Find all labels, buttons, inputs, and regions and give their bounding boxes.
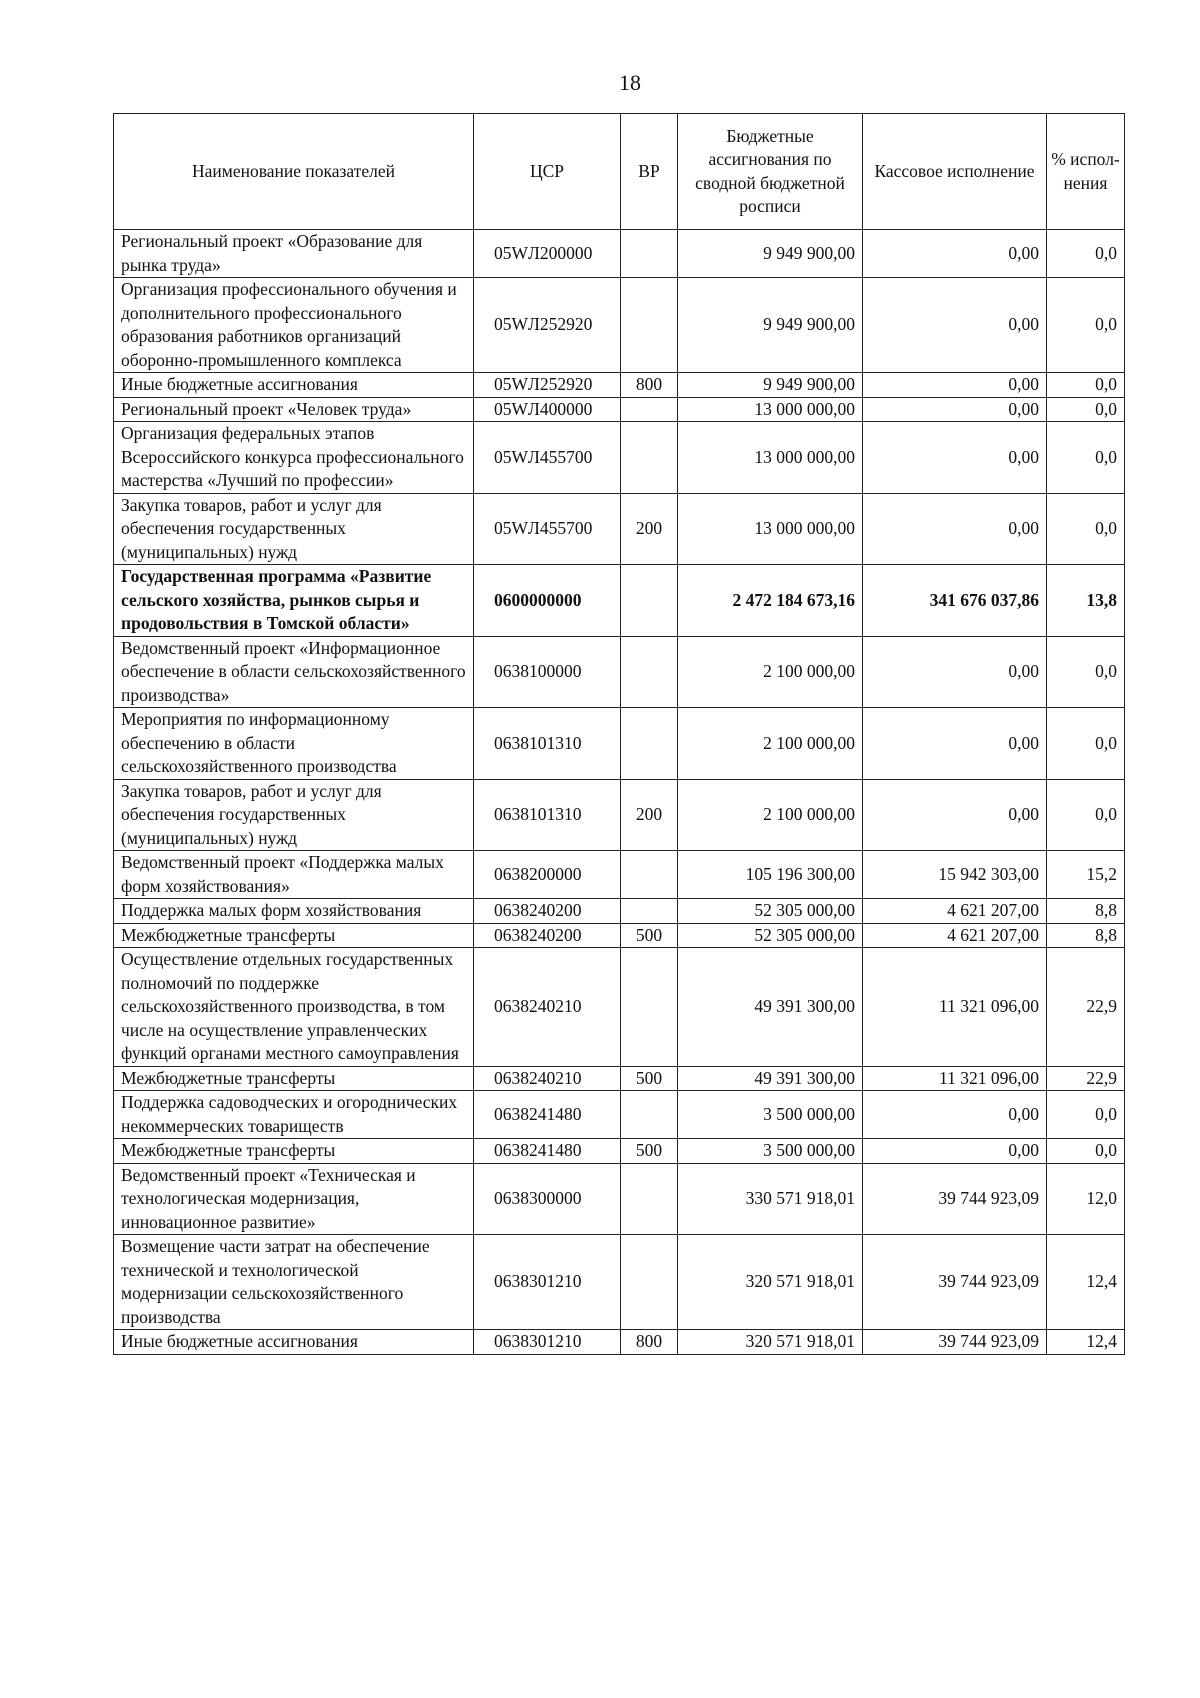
row-percent-cell: 12,4 [1047, 1330, 1125, 1355]
row-budget-cell: 320 571 918,01 [678, 1235, 863, 1330]
row-vr-cell [621, 565, 678, 637]
row-csr-cell: 0638241480 [474, 1091, 621, 1139]
row-budget-cell: 2 100 000,00 [678, 636, 863, 708]
table-row [114, 899, 1125, 924]
row-name-cell: Иные бюджетные ассигнования [114, 373, 474, 398]
row-cash-cell: 0,00 [863, 493, 1047, 565]
row-csr-cell: 0638240200 [474, 899, 621, 924]
table-row [114, 636, 1125, 708]
table-row [114, 1139, 1125, 1164]
row-csr-cell: 05WЛ252920 [474, 278, 621, 373]
row-cash-cell: 0,00 [863, 397, 1047, 422]
table-row [114, 1066, 1125, 1091]
row-percent-cell: 0,0 [1047, 708, 1125, 780]
row-vr-cell [621, 230, 678, 278]
row-vr-cell: 500 [621, 1066, 678, 1091]
header-csr: ЦСР [474, 114, 621, 230]
row-percent-cell: 0,0 [1047, 1091, 1125, 1139]
row-budget-cell: 320 571 918,01 [678, 1330, 863, 1355]
row-cash-cell: 11 321 096,00 [863, 1066, 1047, 1091]
row-budget-cell: 13 000 000,00 [678, 493, 863, 565]
row-percent-cell: 0,0 [1047, 397, 1125, 422]
row-cash-cell: 0,00 [863, 1139, 1047, 1164]
row-cash-cell: 0,00 [863, 1091, 1047, 1139]
table-row [114, 397, 1125, 422]
row-budget-cell: 13 000 000,00 [678, 397, 863, 422]
table-row [114, 1330, 1125, 1355]
table-row [114, 1091, 1125, 1139]
row-budget-cell: 49 391 300,00 [678, 1066, 863, 1091]
row-percent-cell: 8,8 [1047, 923, 1125, 948]
row-cash-cell: 0,00 [863, 422, 1047, 494]
row-vr-cell: 500 [621, 1139, 678, 1164]
row-cash-cell: 0,00 [863, 636, 1047, 708]
row-budget-cell: 105 196 300,00 [678, 851, 863, 899]
row-vr-cell [621, 397, 678, 422]
table-row [114, 923, 1125, 948]
row-csr-cell: 0638240210 [474, 1066, 621, 1091]
row-cash-cell: 15 942 303,00 [863, 851, 1047, 899]
row-vr-cell: 200 [621, 493, 678, 565]
page-number: 18 [619, 70, 641, 95]
table-row [114, 779, 1125, 851]
row-name-cell: Межбюджетные трансферты [114, 1066, 474, 1091]
row-cash-cell: 39 744 923,09 [863, 1235, 1047, 1330]
row-cash-cell: 11 321 096,00 [863, 948, 1047, 1067]
row-vr-cell [621, 851, 678, 899]
row-budget-cell: 9 949 900,00 [678, 373, 863, 398]
row-name-cell: Организация федеральных этапов Всероссийского конкурса профессионального мастерства «Лучший по профессии» [114, 422, 474, 494]
header-percent: % испол-нения [1047, 114, 1125, 230]
row-name-cell: Ведомственный проект «Информационное обеспечение в области сельскохозяйственного производства» [114, 636, 474, 708]
row-csr-cell: 05WЛ200000 [474, 230, 621, 278]
row-percent-cell: 22,9 [1047, 948, 1125, 1067]
row-csr-cell: 0638101310 [474, 779, 621, 851]
table-row [114, 565, 1125, 637]
row-percent-cell: 12,0 [1047, 1163, 1125, 1235]
row-vr-cell [621, 899, 678, 924]
table-row [114, 1163, 1125, 1235]
row-csr-cell: 05WЛ400000 [474, 397, 621, 422]
table-row [114, 851, 1125, 899]
row-csr-cell: 05WЛ252920 [474, 373, 621, 398]
row-budget-cell: 49 391 300,00 [678, 948, 863, 1067]
row-percent-cell: 0,0 [1047, 278, 1125, 373]
table-row [114, 1235, 1125, 1330]
table-row [114, 422, 1125, 494]
row-budget-cell: 2 100 000,00 [678, 708, 863, 780]
header-budget: Бюджетные ассигнования по сводной бюджетной росписи [678, 114, 863, 230]
row-name-cell: Региональный проект «Человек труда» [114, 397, 474, 422]
row-cash-cell: 0,00 [863, 230, 1047, 278]
header-cash: Кассовое исполнение [863, 114, 1047, 230]
row-vr-cell: 800 [621, 1330, 678, 1355]
table-row [114, 230, 1125, 278]
table-row [114, 708, 1125, 780]
row-csr-cell: 0638241480 [474, 1139, 621, 1164]
row-name-cell: Государственная программа «Развитие сельского хозяйства, рынков сырья и продовольствия в Томской области» [114, 565, 474, 637]
row-name-cell: Закупка товаров, работ и услуг для обеспечения государственных (муниципальных) нужд [114, 493, 474, 565]
row-percent-cell: 0,0 [1047, 779, 1125, 851]
row-percent-cell: 0,0 [1047, 422, 1125, 494]
row-budget-cell: 3 500 000,00 [678, 1091, 863, 1139]
row-percent-cell: 0,0 [1047, 636, 1125, 708]
row-vr-cell [621, 422, 678, 494]
row-cash-cell: 39 744 923,09 [863, 1163, 1047, 1235]
table-header-row [114, 114, 1125, 230]
row-csr-cell: 0638301210 [474, 1330, 621, 1355]
table-row [114, 948, 1125, 1067]
row-vr-cell [621, 1163, 678, 1235]
row-name-cell: Возмещение части затрат на обеспечение технической и технологической модернизации сельскохозяйственного производства [114, 1235, 474, 1330]
row-vr-cell [621, 708, 678, 780]
row-cash-cell: 4 621 207,00 [863, 899, 1047, 924]
row-csr-cell: 0638100000 [474, 636, 621, 708]
row-budget-cell: 52 305 000,00 [678, 923, 863, 948]
row-csr-cell: 0638240210 [474, 948, 621, 1067]
row-vr-cell: 200 [621, 779, 678, 851]
table-row [114, 373, 1125, 398]
row-vr-cell [621, 948, 678, 1067]
row-cash-cell: 39 744 923,09 [863, 1330, 1047, 1355]
row-budget-cell: 9 949 900,00 [678, 278, 863, 373]
row-budget-cell: 13 000 000,00 [678, 422, 863, 494]
row-name-cell: Поддержка садоводческих и огороднических некоммерческих товариществ [114, 1091, 474, 1139]
row-percent-cell: 0,0 [1047, 373, 1125, 398]
row-percent-cell: 0,0 [1047, 230, 1125, 278]
budget-table [113, 113, 1125, 1355]
header-vr: ВР [621, 114, 678, 230]
row-name-cell: Осуществление отдельных государственных полномочий по поддержке сельскохозяйственного производства, в том числе на осуществление управленческих функций органами местного самоуправления [114, 948, 474, 1067]
row-vr-cell: 800 [621, 373, 678, 398]
row-percent-cell: 0,0 [1047, 1139, 1125, 1164]
row-vr-cell: 500 [621, 923, 678, 948]
row-budget-cell: 52 305 000,00 [678, 899, 863, 924]
row-name-cell: Организация профессионального обучения и дополнительного профессионального образования работников организаций оборонно-промышленного комплекса [114, 278, 474, 373]
row-csr-cell: 0638101310 [474, 708, 621, 780]
row-cash-cell: 0,00 [863, 278, 1047, 373]
row-percent-cell: 12,4 [1047, 1235, 1125, 1330]
row-name-cell: Ведомственный проект «Техническая и технологическая модернизация, инновационное развитие» [114, 1163, 474, 1235]
row-vr-cell [621, 1235, 678, 1330]
row-name-cell: Ведомственный проект «Поддержка малых форм хозяйствования» [114, 851, 474, 899]
row-budget-cell: 2 100 000,00 [678, 779, 863, 851]
row-vr-cell [621, 1091, 678, 1139]
table-row [114, 493, 1125, 565]
row-percent-cell: 8,8 [1047, 899, 1125, 924]
row-name-cell: Межбюджетные трансферты [114, 1139, 474, 1164]
row-percent-cell: 13,8 [1047, 565, 1125, 637]
header-name: Наименование показателей [114, 114, 474, 230]
row-name-cell: Межбюджетные трансферты [114, 923, 474, 948]
row-budget-cell: 3 500 000,00 [678, 1139, 863, 1164]
row-name-cell: Поддержка малых форм хозяйствования [114, 899, 474, 924]
row-percent-cell: 0,0 [1047, 493, 1125, 565]
row-csr-cell: 0638200000 [474, 851, 621, 899]
row-vr-cell [621, 636, 678, 708]
row-percent-cell: 15,2 [1047, 851, 1125, 899]
row-percent-cell: 22,9 [1047, 1066, 1125, 1091]
row-csr-cell: 05WЛ455700 [474, 422, 621, 494]
table-body [114, 230, 1125, 1355]
row-budget-cell: 330 571 918,01 [678, 1163, 863, 1235]
table-row [114, 278, 1125, 373]
row-budget-cell: 2 472 184 673,16 [678, 565, 863, 637]
row-csr-cell: 0638240200 [474, 923, 621, 948]
row-csr-cell: 0638301210 [474, 1235, 621, 1330]
row-cash-cell: 0,00 [863, 373, 1047, 398]
row-csr-cell: 0638300000 [474, 1163, 621, 1235]
row-name-cell: Закупка товаров, работ и услуг для обеспечения государственных (муниципальных) нужд [114, 779, 474, 851]
row-budget-cell: 9 949 900,00 [678, 230, 863, 278]
row-name-cell: Региональный проект «Образование для рынка труда» [114, 230, 474, 278]
row-cash-cell: 0,00 [863, 779, 1047, 851]
row-cash-cell: 4 621 207,00 [863, 923, 1047, 948]
row-csr-cell: 0600000000 [474, 565, 621, 637]
row-csr-cell: 05WЛ455700 [474, 493, 621, 565]
row-cash-cell: 341 676 037,86 [863, 565, 1047, 637]
row-name-cell: Иные бюджетные ассигнования [114, 1330, 474, 1355]
row-cash-cell: 0,00 [863, 708, 1047, 780]
row-name-cell: Мероприятия по информационному обеспечению в области сельскохозяйственного производства [114, 708, 474, 780]
row-vr-cell [621, 278, 678, 373]
